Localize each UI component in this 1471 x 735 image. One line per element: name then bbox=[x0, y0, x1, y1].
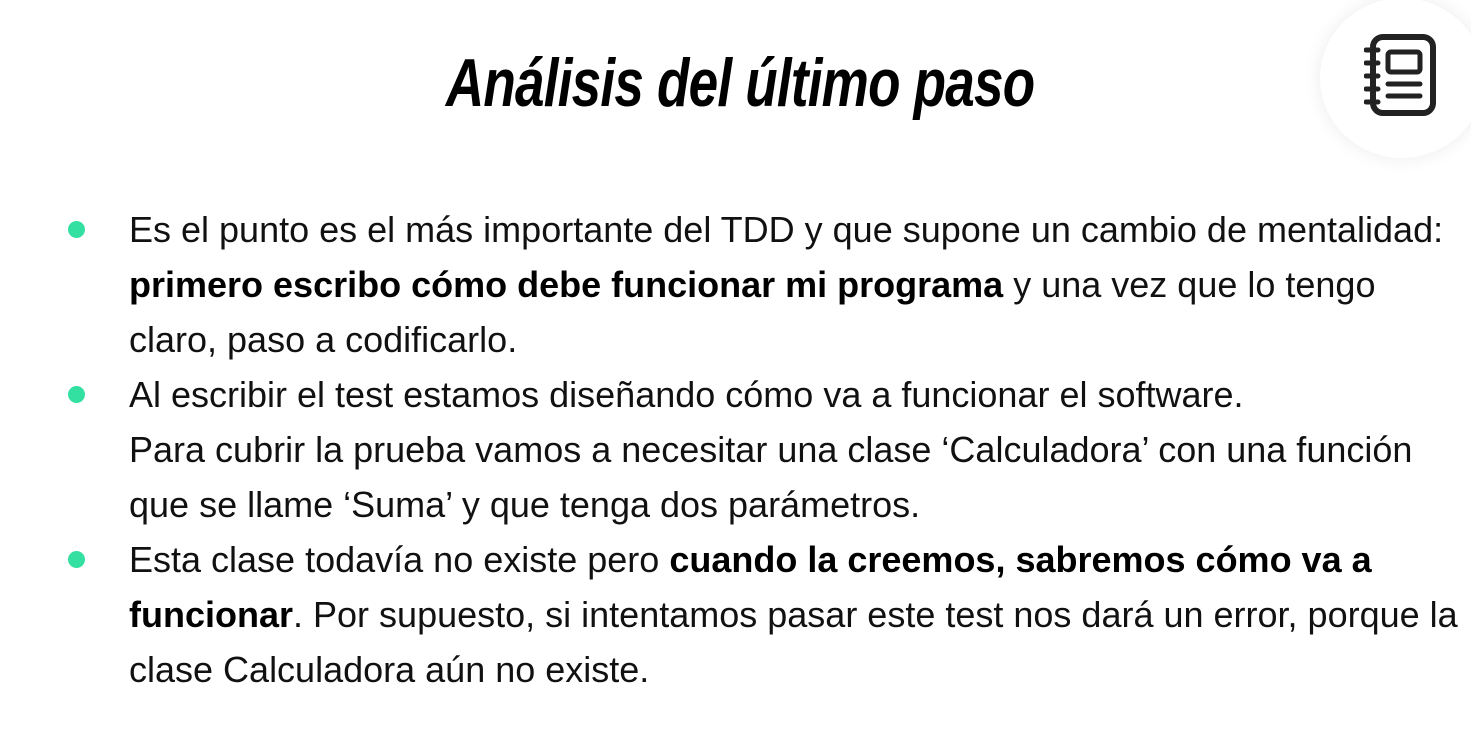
slide-title: Análisis del último paso bbox=[445, 45, 1035, 121]
bullet-dot bbox=[68, 386, 85, 403]
bullet-list bbox=[0, 202, 1471, 697]
bullet-item bbox=[0, 532, 1471, 697]
bullet-text: Al escribir el test estamos diseñando cómo va a funcionar el software. bbox=[129, 374, 1244, 415]
bullet-text: Esta clase todavía no existe pero bbox=[129, 539, 670, 580]
bullet-text: y una vez que lo tengo claro, paso a codificarlo. bbox=[129, 264, 1376, 360]
notebook-badge bbox=[1320, 0, 1471, 158]
bullet-text: Para cubrir la prueba vamos a necesitar una clase ‘Calculadora’ con una función que se llame ‘Suma’ y que tenga dos parámetros. bbox=[129, 429, 1413, 525]
bullet-text: Es el punto es el más importante del TDD y que supone un cambio de mentalidad: bbox=[129, 209, 1444, 250]
bullet-item bbox=[0, 367, 1471, 532]
bullet-item bbox=[0, 202, 1471, 367]
bullet-dot bbox=[68, 551, 85, 568]
bullet-text: . Por supuesto, si intentamos pasar este test nos dará un error, porque la clase Calculadora aún no existe. bbox=[129, 594, 1458, 690]
bullet-emphasis: primero escribo cómo debe funcionar mi programa bbox=[129, 264, 1004, 305]
notebook-icon bbox=[1364, 34, 1438, 116]
bullet-emphasis: cuando la creemos, sabremos cómo va a funcionar bbox=[129, 539, 1372, 635]
bullet-dot bbox=[68, 221, 85, 238]
